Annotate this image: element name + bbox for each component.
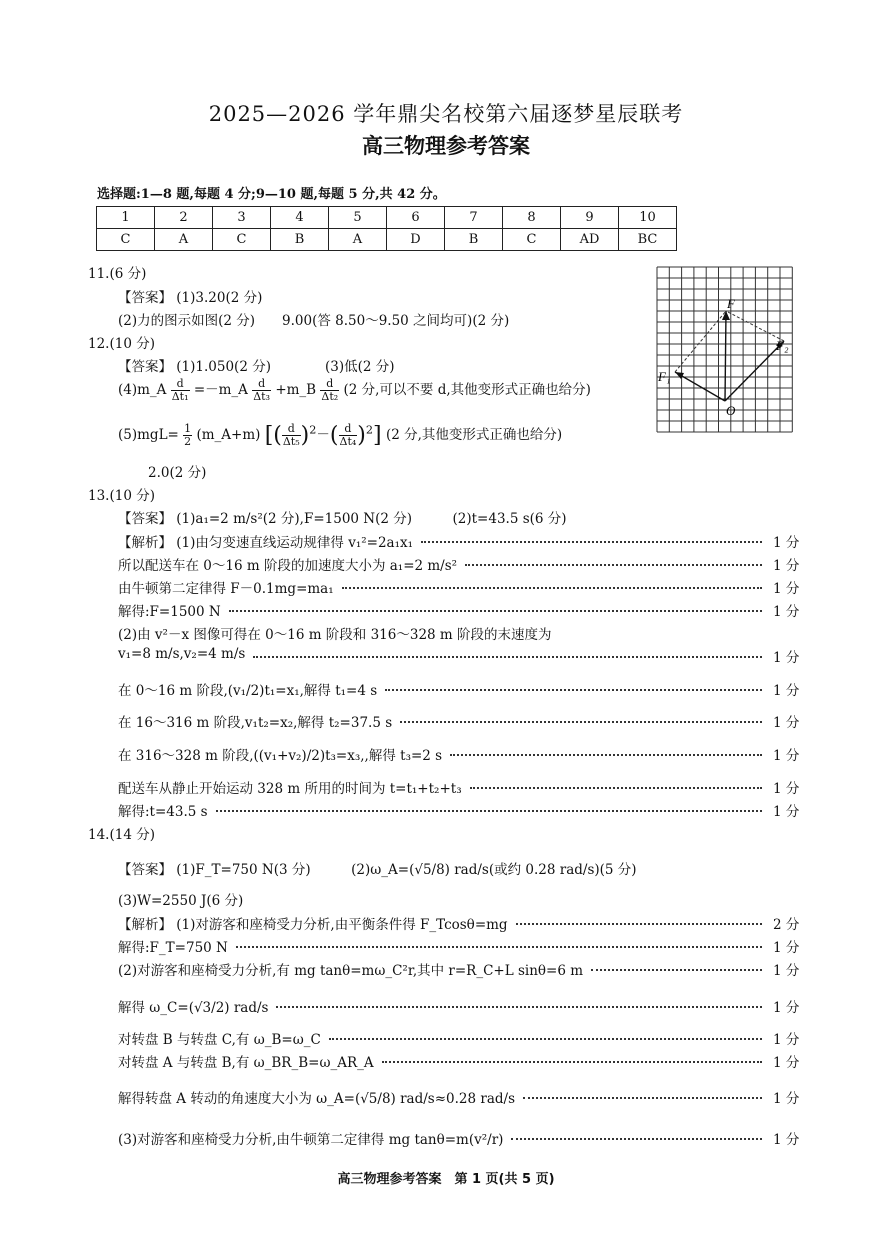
solution-line-q13i: 在 16～316 m 阶段,v₁t₂=x₂,解得 t₂=37.5 s bbox=[118, 715, 393, 731]
question-number-cell: 10 bbox=[619, 207, 677, 229]
formula-12-5: (5)mgL= $\frac{1}{2}$ (m_A+m) [( $\frac{d}{\text{Δt₅}}$ )$^2$－( $\frac{d}{\text{Δt₄}}$ )$^2$] (2 分,其他变形式正确也给分) bbox=[118, 422, 563, 448]
dot-leader bbox=[523, 1097, 762, 1099]
solution-line-q13e: 解得:F=1500 N bbox=[118, 604, 221, 620]
solution-line-q14j: (3)对游客和座椅受力分析,由牛顿第二定律得 mg tanθ=m(v²/r) bbox=[118, 1132, 504, 1148]
score-label: 1 分 bbox=[773, 1055, 800, 1071]
grid-lines bbox=[657, 267, 792, 432]
dot-leader bbox=[329, 1038, 762, 1040]
dot-leader bbox=[253, 656, 762, 658]
question-number-cell: 3 bbox=[213, 207, 271, 229]
question-number-cell: 5 bbox=[329, 207, 387, 229]
question-number-cell: 2 bbox=[155, 207, 213, 229]
solution-line-q11b: (2)力的图示如图(2 分) 9.00(答 8.50～9.50 之间均可)(2 分) bbox=[118, 313, 510, 329]
formula-12-4: (4)m_A $\frac{d}{\text{Δt₁}}$ =－m_A $\frac{d}{\text{Δt₃}}$ +m_B $\frac{d}{\text{Δt₂}}$ (2 分,可以不要 d,其他变形式正确也给分) bbox=[118, 377, 591, 403]
solution-line-q14g: 对转盘 B 与转盘 C,有 ω_B=ω_C bbox=[118, 1032, 321, 1048]
label-f2: F₂ bbox=[776, 338, 789, 353]
label-f1: F₁ bbox=[658, 369, 671, 384]
answer-cell: B bbox=[271, 229, 329, 251]
answer-row bbox=[97, 229, 677, 251]
fraction: $\frac{d}{\text{Δt₂}}$ bbox=[321, 377, 339, 403]
solution-line-q14i: 解得转盘 A 转动的角速度大小为 ω_A=(√5/8) rad/s≈0.28 rad/s bbox=[118, 1091, 515, 1107]
solution-line-q13c: 所以配送车在 0～16 m 阶段的加速度大小为 a₁=2 m/s² bbox=[118, 558, 458, 574]
solution-line-q13b: 【解析】 (1)由匀变速直线运动规律得 v₁²=2a₁x₁ bbox=[118, 535, 414, 551]
answer-cell: C bbox=[97, 229, 155, 251]
score-label: 1 分 bbox=[773, 715, 800, 731]
dot-leader bbox=[470, 787, 762, 789]
fraction: $\frac{d}{\text{Δt₃}}$ bbox=[253, 377, 271, 403]
score-label: 1 分 bbox=[773, 748, 800, 764]
score-label: 1 分 bbox=[773, 558, 800, 574]
score-label: 1 分 bbox=[773, 1132, 800, 1148]
solution-line-q14d: 解得:F_T=750 N bbox=[118, 940, 228, 956]
solution-line-q14a: 【答案】 (1)F_T=750 N(3 分) (2)ω_A=(√5/8) rad/s(或约 0.28 rad/s)(5 分) bbox=[118, 862, 637, 878]
question-number-cell: 8 bbox=[503, 207, 561, 229]
fraction: $\frac{d}{\text{Δt₅}}$ bbox=[282, 422, 300, 448]
score-label: 1 分 bbox=[773, 535, 800, 551]
choice-answer-table bbox=[96, 206, 677, 251]
arrowhead-f1 bbox=[675, 372, 684, 379]
solution-line-q13k: 配送车从静止开始运动 328 m 所用的时间为 t=t₁+t₂+t₃ bbox=[118, 781, 462, 797]
solution-line-q14f: 解得 ω_C=(√3/2) rad/s bbox=[118, 1000, 269, 1016]
answer-cell: C bbox=[503, 229, 561, 251]
formula-note: (2 分,其他变形式正确也给分) bbox=[385, 427, 563, 443]
dot-leader bbox=[465, 564, 762, 566]
solution-line-q11: 11.(6 分) bbox=[88, 266, 147, 282]
score-label: 1 分 bbox=[773, 581, 800, 597]
score-label: 1 分 bbox=[773, 1000, 800, 1016]
dot-leader bbox=[216, 810, 762, 812]
answer-cell: A bbox=[155, 229, 213, 251]
formula-note: (2 分,可以不要 d,其他变形式正确也给分) bbox=[343, 382, 591, 398]
score-label: 2 分 bbox=[773, 917, 800, 933]
question-number-cell: 7 bbox=[445, 207, 503, 229]
dot-leader bbox=[382, 1061, 762, 1063]
choice-intro: 选择题:1—8 题,每题 4 分;9—10 题,每题 5 分,共 42 分。 bbox=[97, 187, 446, 202]
force-diagram bbox=[656, 266, 794, 434]
dot-leader bbox=[385, 689, 762, 691]
answer-cell: C bbox=[213, 229, 271, 251]
solution-line-q12: 12.(10 分) bbox=[88, 336, 155, 352]
question-number-row bbox=[97, 207, 677, 229]
score-label: 1 分 bbox=[773, 940, 800, 956]
solution-line-q12a: 【答案】 (1)1.050(2 分) (3)低(2 分) bbox=[118, 359, 395, 375]
question-number-cell: 1 bbox=[97, 207, 155, 229]
page-footer: 高三物理参考答案 第 1 页(共 5 页) bbox=[337, 1172, 555, 1187]
solution-line-q13h: 在 0～16 m 阶段,(v₁/2)t₁=x₁,解得 t₁=4 s bbox=[118, 683, 378, 699]
score-label: 1 分 bbox=[773, 683, 800, 699]
formula-prefix: (4)m_A bbox=[118, 382, 167, 398]
answer-cell: B bbox=[445, 229, 503, 251]
solution-line-q14b: (3)W=2550 J(6 分) bbox=[118, 893, 244, 909]
solution-line-q13f: (2)由 v²－x 图像可得在 0～16 m 阶段和 316～328 m 阶段的末速度为 bbox=[118, 627, 552, 643]
solution-line-q13j: 在 316～328 m 阶段,((v₁+v₂)/2)t₃=x₃,,解得 t₃=2 s bbox=[118, 748, 443, 764]
arrow-f1 bbox=[675, 372, 725, 401]
solution-line-q14e: (2)对游客和座椅受力分析,有 mg tanθ=mω_C²r,其中 r=R_C+L sinθ=6 m bbox=[118, 963, 584, 979]
question-number-cell: 6 bbox=[387, 207, 445, 229]
dot-leader bbox=[229, 610, 762, 612]
dot-leader bbox=[591, 969, 762, 971]
score-label: 1 分 bbox=[773, 650, 800, 666]
answer-key-title: 高三物理参考答案 bbox=[362, 134, 530, 158]
solution-line-q11a: 【答案】 (1)3.20(2 分) bbox=[118, 290, 263, 306]
dot-leader bbox=[511, 1138, 762, 1140]
dot-leader bbox=[400, 721, 762, 723]
dot-leader bbox=[421, 541, 762, 543]
solution-line-q13l: 解得:t=43.5 s bbox=[118, 804, 208, 820]
answer-cell: A bbox=[329, 229, 387, 251]
answer-cell: D bbox=[387, 229, 445, 251]
dot-leader bbox=[236, 946, 762, 948]
question-number-cell: 9 bbox=[561, 207, 619, 229]
arrow-f bbox=[725, 311, 726, 401]
score-label: 1 分 bbox=[773, 781, 800, 797]
solution-line-q14: 14.(14 分) bbox=[88, 827, 155, 843]
exam-title: 2025—2026 学年鼎尖名校第六届逐梦星辰联考 bbox=[208, 102, 684, 126]
question-number-cell: 4 bbox=[271, 207, 329, 229]
solution-line-q13g: v₁=8 m/s,v₂=4 m/s bbox=[118, 646, 246, 662]
score-label: 1 分 bbox=[773, 1091, 800, 1107]
score-label: 1 分 bbox=[773, 604, 800, 620]
fraction: $\frac{d}{\text{Δt₁}}$ bbox=[171, 377, 189, 403]
dot-leader bbox=[450, 754, 762, 756]
label-o: O bbox=[726, 403, 736, 418]
answer-cell: AD bbox=[561, 229, 619, 251]
solution-line-q13: 13.(10 分) bbox=[88, 488, 155, 504]
score-label: 1 分 bbox=[773, 804, 800, 820]
fraction: $\frac{1}{2}$ bbox=[184, 422, 192, 448]
dot-leader bbox=[276, 1006, 762, 1008]
fraction: $\frac{d}{\text{Δt₄}}$ bbox=[339, 422, 357, 448]
solution-line-q13d: 由牛顿第二定律得 F－0.1mg=ma₁ bbox=[118, 581, 334, 597]
solution-line-q13a: 【答案】 (1)a₁=2 m/s²(2 分),F=1500 N(2 分) (2)t=43.5 s(6 分) bbox=[118, 511, 567, 527]
solution-line-q12c: 2.0(2 分) bbox=[148, 465, 207, 481]
solution-line-q14c: 【解析】 (1)对游客和座椅受力分析,由平衡条件得 F_Tcosθ=mg bbox=[118, 917, 508, 933]
dot-leader bbox=[342, 587, 762, 589]
answer-cell: BC bbox=[619, 229, 677, 251]
label-f: F bbox=[727, 296, 735, 311]
score-label: 1 分 bbox=[773, 1032, 800, 1048]
solution-line-q14h: 对转盘 A 与转盘 B,有 ω_BR_B=ω_AR_A bbox=[118, 1055, 374, 1071]
score-label: 1 分 bbox=[773, 963, 800, 979]
dot-leader bbox=[516, 923, 762, 925]
